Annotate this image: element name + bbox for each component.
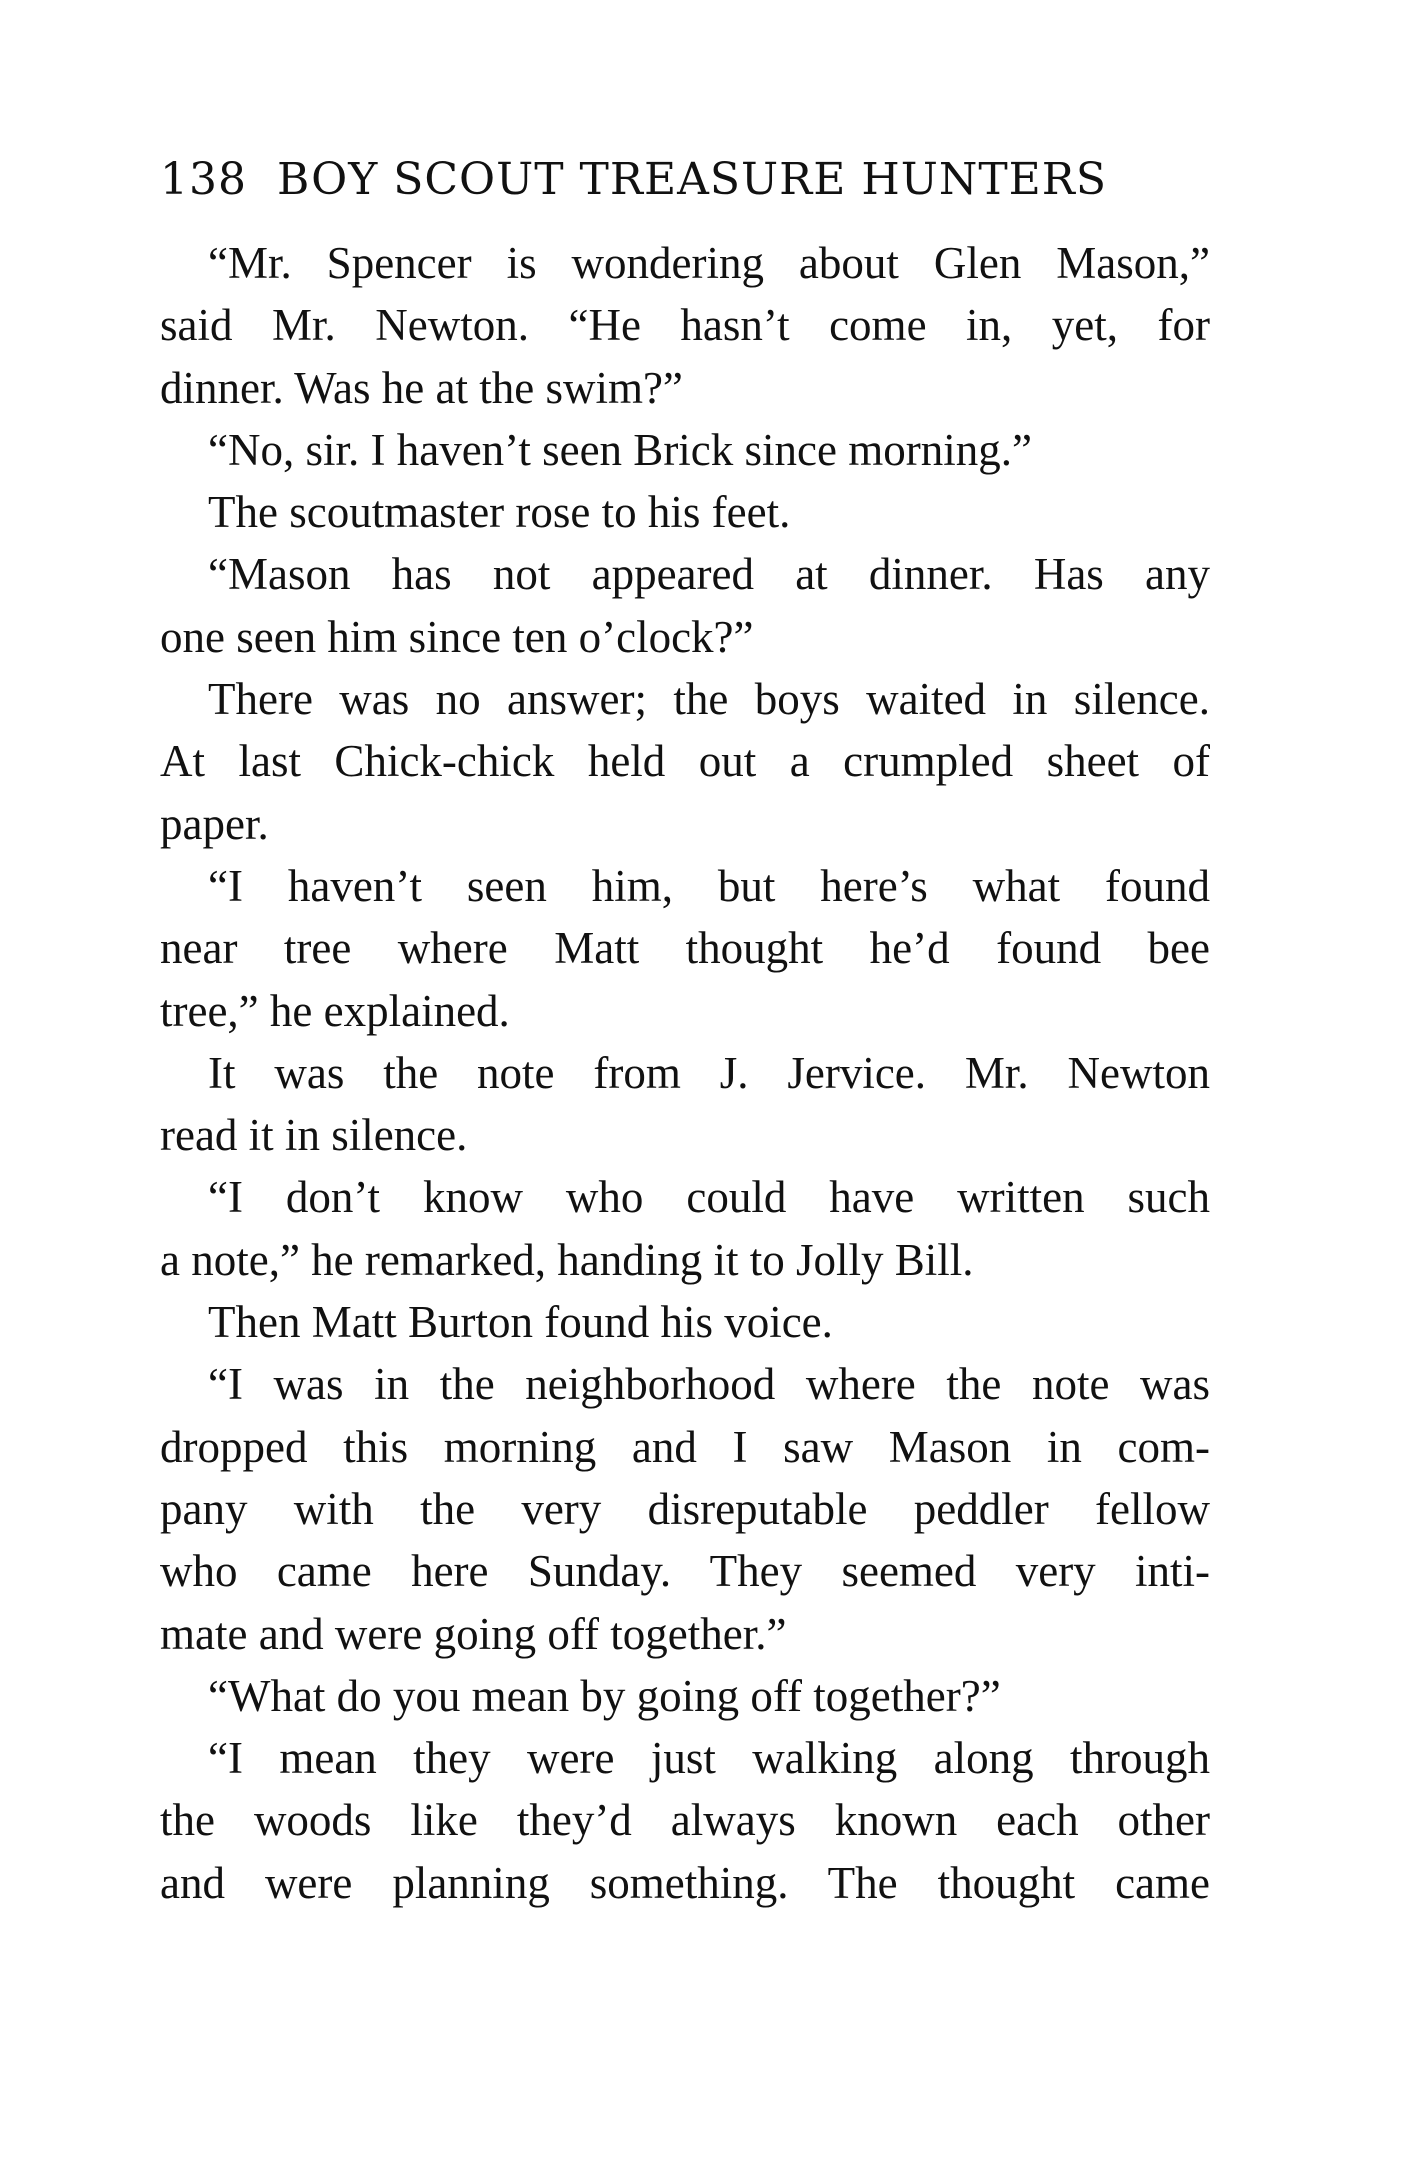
text-line: Then Matt Burton found his voice. bbox=[208, 1297, 833, 1348]
text-line: paper. bbox=[160, 798, 269, 849]
text-line: and were planning something. The thought came bbox=[160, 1857, 1210, 1908]
page-number: 138 bbox=[160, 154, 247, 205]
text-line: “Mason has not appeared at dinner. Has any bbox=[208, 549, 1210, 600]
text-line: “No, sir. I haven’t seen Brick since morning.” bbox=[208, 424, 1032, 475]
text-line: “Mr. Spencer is wondering about Glen Mason,” bbox=[208, 238, 1210, 288]
running-title: BOY SCOUT TREASURE HUNTERS bbox=[276, 154, 1108, 205]
text-line: who came here Sunday. They seemed very inti- bbox=[160, 1546, 1210, 1597]
text-line: a note,” he remarked, handing it to Jolly Bill. bbox=[160, 1234, 974, 1285]
text-line: “I don’t know who could have written such bbox=[208, 1172, 1210, 1223]
text-line: tree,” he explained. bbox=[160, 985, 510, 1036]
text-line: dropped this morning and I saw Mason in com- bbox=[160, 1421, 1210, 1472]
text-line: “I mean they were just walking along through bbox=[208, 1733, 1210, 1784]
text-line: mate and were going off together.” bbox=[160, 1608, 787, 1659]
text-line: the woods like they’d always known each other bbox=[160, 1795, 1210, 1846]
text-line: one seen him since ten o’clock?” bbox=[160, 611, 754, 662]
text-line: There was no answer; the boys waited in silence. bbox=[208, 674, 1210, 725]
text-line: near tree where Matt thought he’d found bee bbox=[160, 923, 1210, 974]
body-text bbox=[160, 232, 1210, 1914]
text-line: pany with the very disreputable peddler fellow bbox=[160, 1483, 1210, 1534]
text-line: At last Chick-chick held out a crumpled sheet of bbox=[160, 736, 1210, 787]
text-line: “What do you mean by going off together?” bbox=[208, 1670, 1001, 1721]
text-line: read it in silence. bbox=[160, 1110, 468, 1161]
text-line: “I haven’t seen him, but here’s what found bbox=[208, 860, 1210, 911]
text-line: dinner. Was he at the swim?” bbox=[160, 362, 683, 413]
text-line: said Mr. Newton. “He hasn’t come in, yet, for bbox=[160, 300, 1210, 351]
running-header bbox=[160, 150, 1220, 210]
text-line: The scoutmaster rose to his feet. bbox=[208, 487, 791, 538]
text-line: “I was in the neighborhood where the note was bbox=[208, 1359, 1210, 1410]
text-line: It was the note from J. Jervice. Mr. Newton bbox=[208, 1047, 1210, 1098]
